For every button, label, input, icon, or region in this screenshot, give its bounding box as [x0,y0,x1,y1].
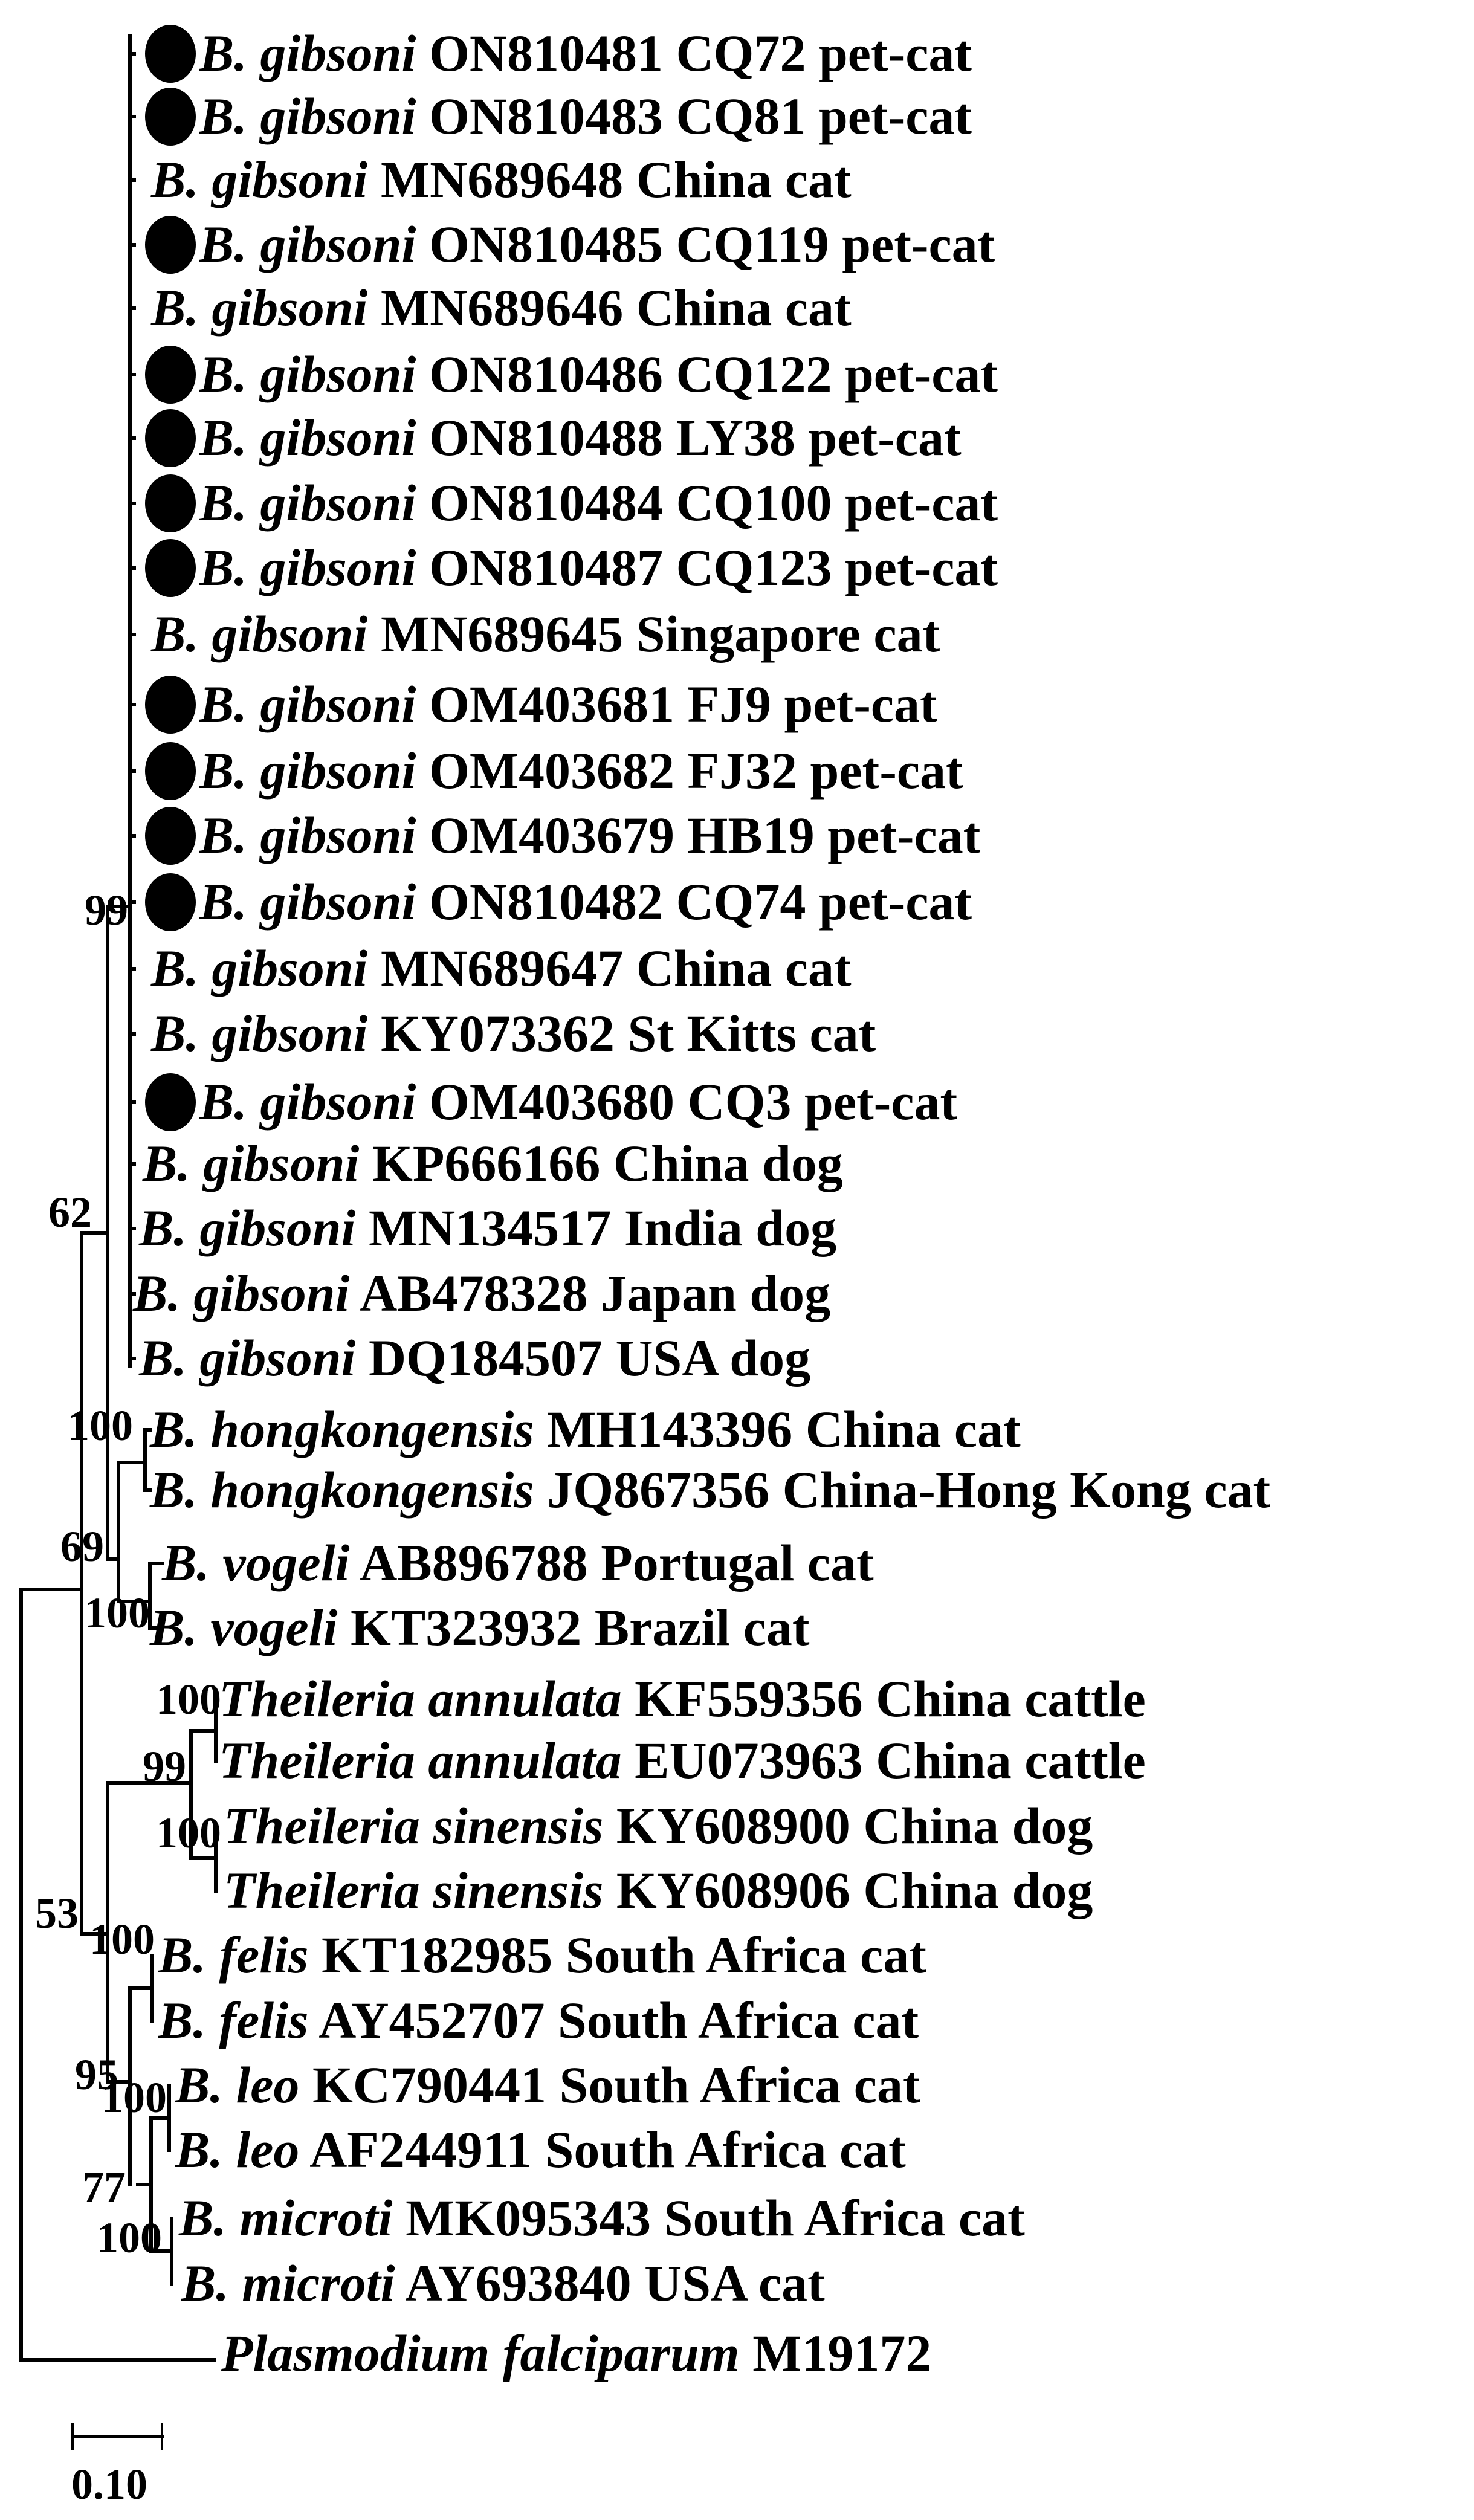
bootstrap-leo: 100 [102,2073,167,2122]
species-name: B. gibsoni [139,1199,356,1257]
taxon-label [175,2056,920,2114]
accession-info: EU073963 China cattle [621,1731,1146,1789]
species-name: B. felis [158,1991,309,2049]
accession-info: ON810483 CQ81 pet-cat [416,87,972,145]
taxon-label [132,1264,830,1322]
species-name: B. gibsoni [199,675,416,733]
bootstrap-microti: 100 [97,2214,162,2262]
filled-circle-marker-icon [145,409,196,467]
filled-circle-marker-icon [145,676,196,734]
accession-info: ON810486 CQ122 pet-cat [416,345,998,403]
accession-info: MK095343 South Africa cat [392,2189,1025,2247]
filled-circle-marker-icon [145,346,196,404]
accession-info: ON810485 CQ119 pet-cat [416,215,995,273]
species-name: B. gibsoni [151,1004,368,1062]
taxon-label [161,1534,874,1592]
bootstrap-vogeli: 100 [85,1589,150,1637]
accession-info: MN689645 Singapore cat [367,605,940,663]
accession-info: AB896788 Portugal cat [349,1534,874,1592]
species-name: Theileria sinensis [224,1797,604,1855]
species-name: Theileria annulata [219,1731,622,1789]
species-name: B. gibsoni [199,1073,416,1131]
taxon-label [199,87,972,145]
taxon-label [175,2121,906,2179]
accession-info: ON810488 LY38 pet-cat [416,409,962,467]
accession-info: MN134517 India dog [355,1199,837,1257]
taxon-label [150,279,852,337]
accession-info: MN689648 China cat [367,150,852,208]
species-name: B. vogeli [150,1598,338,1656]
species-name: B. gibsoni [199,538,416,596]
species-name: B. vogeli [162,1534,350,1592]
bootstrap-theileria-annulata: 100 [156,1675,221,1724]
species-name: B. leo [175,2056,300,2114]
species-name: B. gibsoni [151,605,368,663]
taxon-label [199,409,962,467]
bootstrap-77: 77 [82,2163,126,2211]
accession-info: ON810481 CQ72 pet-cat [416,24,972,82]
species-name: B. gibsoni [151,279,368,337]
accession-info: ON810482 CQ74 pet-cat [416,873,972,931]
filled-circle-marker-icon [145,88,196,146]
taxon-label [178,2189,1025,2247]
species-name: B. gibsoni [151,939,368,997]
bootstrap-theileria: 99 [143,1742,186,1791]
accession-info: ON810484 CQ100 pet-cat [416,474,998,532]
filled-circle-marker-icon [145,873,196,931]
bootstrap-hongkongensis: 100 [68,1401,133,1450]
taxon-label [199,675,937,733]
accession-info: OM403680 CQ3 pet-cat [416,1073,958,1131]
accession-info: KT323932 Brazil cat [337,1598,810,1656]
taxon-label [150,939,852,997]
taxon-label [150,605,940,663]
species-name: Theileria annulata [219,1670,622,1728]
species-name: B. hongkongensis [150,1461,534,1519]
taxon-label [181,2254,825,2312]
species-name: B. gibsoni [133,1264,350,1322]
accession-info: KY073362 St Kitts cat [367,1004,876,1062]
species-name: Plasmodium falciparum [221,2324,740,2382]
species-name: B. gibsoni [199,345,416,403]
species-name: B. gibsoni [151,150,368,208]
species-name: B. felis [158,1926,309,1984]
accession-info: OM403681 FJ9 pet-cat [416,675,937,733]
bootstrap-95: 95 [75,2050,118,2099]
accession-info: AY693840 USA cat [395,2254,825,2312]
taxon-label [199,1073,957,1131]
taxon-label [149,1461,1270,1519]
taxon-label [199,806,981,864]
filled-circle-marker-icon [145,539,196,597]
accession-info: M19172 [739,2324,932,2382]
bootstrap-theileria-sinensis: 100 [156,1809,221,1857]
accession-info: JQ867356 China-Hong Kong cat [534,1461,1271,1519]
taxon-label [150,150,852,208]
filled-circle-marker-icon [145,25,196,83]
species-name: B. gibsoni [199,873,416,931]
accession-info: OM403682 FJ32 pet-cat [416,741,963,800]
taxon-label [149,1400,1021,1458]
taxon-label [138,1199,836,1257]
accession-info: MH143396 China cat [534,1400,1021,1458]
taxon-label [138,1329,810,1387]
taxon-label [158,1991,919,2049]
taxon-label [221,2324,931,2382]
bootstrap-gibsoni-clade: 99 [85,886,128,934]
accession-info: KP666166 China dog [359,1134,843,1192]
species-name: B. hongkongensis [150,1400,534,1458]
species-name: Theileria sinensis [224,1861,604,1919]
taxon-label [199,741,963,800]
bootstrap-62: 62 [48,1188,92,1236]
species-name: B. gibsoni [199,741,416,800]
accession-info: KC790441 South Africa cat [299,2056,920,2114]
filled-circle-marker-icon [145,216,196,274]
species-name: B. gibsoni [199,474,416,532]
accession-info: AB478328 Japan dog [349,1264,831,1322]
taxon-label [224,1861,1093,1919]
filled-circle-marker-icon [145,742,196,800]
species-name: B. gibsoni [199,87,416,145]
taxon-label [199,24,972,82]
taxon-label [199,215,995,273]
taxon-labels [132,24,1270,2382]
accession-info: KT182985 South Africa cat [308,1926,926,1984]
taxon-label [158,1926,926,1984]
taxon-label [219,1731,1146,1789]
scale-bar [71,2425,162,2509]
species-name: B. microti [181,2254,395,2312]
taxon-label [224,1797,1093,1855]
bootstrap-53: 53 [35,1889,79,1937]
accession-info: AY452707 South Africa cat [308,1991,919,2049]
taxon-label [199,873,972,931]
bootstrap-felis: 100 [89,1915,155,1963]
species-name: B. leo [175,2121,300,2179]
species-name: B. gibsoni [199,24,416,82]
taxon-label [199,538,998,596]
taxon-label [142,1134,843,1192]
species-name: B. gibsoni [199,806,416,864]
taxon-label [149,1598,810,1656]
bootstrap-69: 69 [60,1522,104,1571]
accession-info: MN689646 China cat [367,279,852,337]
filled-circle-marker-icon [145,807,196,865]
accession-info: AF244911 South Africa cat [299,2121,906,2179]
accession-info: OM403679 HB19 pet-cat [416,806,981,864]
species-name: B. gibsoni [199,409,416,467]
species-name: B. microti [179,2189,393,2247]
accession-info: ON810487 CQ123 pet-cat [416,538,998,596]
scale-bar-label: 0.10 [71,2460,147,2509]
taxon-label [150,1004,876,1062]
accession-info: KY608906 China dog [603,1861,1093,1919]
filled-circle-marker-icon [145,1073,196,1131]
species-name: B. gibsoni [143,1134,360,1192]
species-name: B. gibsoni [199,215,416,273]
accession-info: MN689647 China cat [367,939,852,997]
species-name: B. gibsoni [139,1329,356,1387]
taxon-label [199,345,998,403]
accession-info: DQ184507 USA dog [355,1329,811,1387]
accession-info: KY608900 China dog [603,1797,1093,1855]
taxon-label [219,1670,1146,1728]
taxon-label [199,474,998,532]
accession-info: KF559356 China cattle [621,1670,1146,1728]
filled-circle-marker-icon [145,474,196,532]
